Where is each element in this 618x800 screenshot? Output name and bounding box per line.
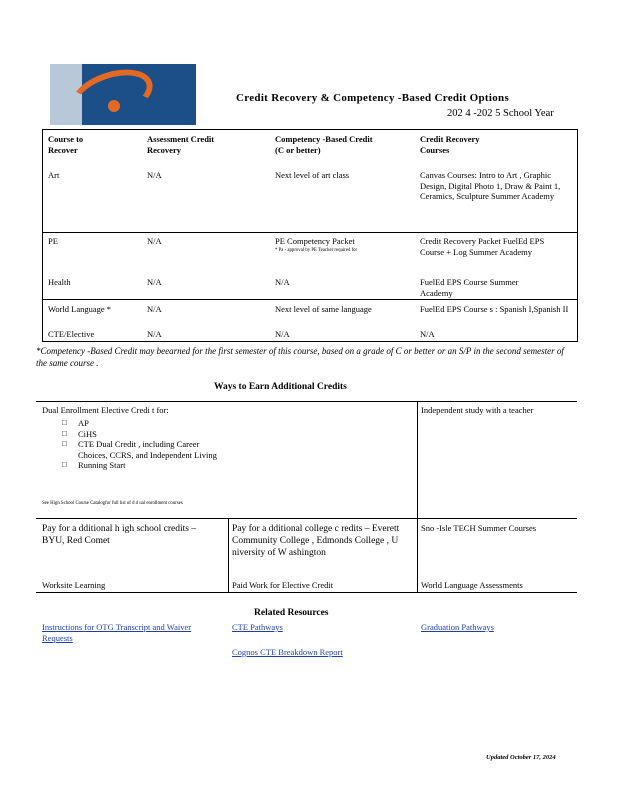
table-bottom-rule (42, 341, 578, 342)
resources-heading: Related Resources (254, 608, 329, 618)
row-art-course: Art (48, 170, 60, 180)
table-left-rule (42, 129, 43, 341)
cte-pathways-link[interactable]: CTE Pathways (232, 622, 283, 632)
dual-enrollment-note: See High School Course Catalogfor full list of d d ual enrollment courses (42, 501, 183, 506)
row-cte-competency: N/A (275, 329, 290, 339)
row-health-course: Health (48, 277, 71, 287)
row-art-assessment: N/A (147, 170, 162, 180)
row-cte-recovery: N/A (420, 329, 435, 339)
instructions-otg-link[interactable]: Instructions for OTG Transcript and Waiver Requests (42, 622, 192, 643)
row-cte-course: CTE/Elective (48, 329, 95, 339)
row-health-recovery: FuelEd EPS Course Summer Academy (420, 277, 519, 298)
row-world-language-assessment: N/A (147, 304, 162, 314)
list-item: □ CTE Dual Credit , including Career Choices, CCRS, and Independent Living (42, 439, 222, 460)
ways-rule (228, 518, 229, 592)
table-rule (42, 232, 578, 233)
world-language-assessments: World Language Assessments (421, 580, 523, 590)
row-art-competency: Next level of art class (275, 170, 350, 180)
logo-dot (108, 100, 120, 112)
pay-high-school-credits: Pay for a dditional h igh school credits – BYU, Red Comet (42, 524, 197, 546)
table-rule (42, 299, 578, 300)
school-year: 202 4 -202 5 School Year (447, 108, 554, 119)
updated-date: Updated October 17, 2024 (486, 754, 556, 761)
ways-rule (417, 401, 418, 592)
header-assessment: Assessment Credit Recovery (147, 134, 215, 155)
row-pe-course: PE (48, 236, 58, 246)
row-art-recovery: Canvas Courses: Intro to Art , Graphic Design, Digital Photo 1, Draw & Paint 1, Ceramics, Sculpture Summer Academy (420, 170, 561, 201)
header-recovery: Credit Recovery Courses (420, 134, 480, 155)
graduation-pathways-link[interactable]: Graduation Pathways (421, 622, 494, 632)
dual-enrollment-title: Dual Enrollment Elective Credi t for: (42, 405, 169, 415)
row-pe-assessment: N/A (147, 236, 162, 246)
row-health-assessment: N/A (147, 277, 162, 287)
ways-bottom-rule (36, 592, 577, 593)
table-right-rule (577, 129, 578, 341)
cognos-cte-report-link[interactable]: Cognos CTE Breakdown Report (232, 647, 343, 657)
list-item: □ CiHS (42, 429, 222, 440)
pay-college-credits: Pay for a dditional college c redits – Everett Community College , Edmonds College , U niversity of W ashington (232, 524, 400, 558)
dual-enrollment-list (42, 418, 222, 471)
row-world-language-course: World Language * (48, 304, 112, 314)
list-item: □ Running Start (42, 460, 222, 471)
ways-mid-rule (36, 518, 577, 519)
row-pe-competency: PE Competency Packet (275, 236, 355, 246)
paid-work-credit: Paid Work for Elective Credit (232, 580, 334, 590)
ways-heading: Ways to Earn Additional Credits (214, 382, 347, 392)
competency-footnote: *Competency -Based Credit may beearned for the first semester of this course, based on a grade of C or better or an S/P in the second semester of the same course . (36, 346, 564, 368)
independent-study: Independent study with a teacher (421, 405, 534, 415)
row-world-language-recovery: FuelEd EPS Course s : Spanish I,Spanish II (420, 304, 569, 314)
row-pe-competency-note: * Pa - approval by PE Teacher required for (275, 248, 358, 253)
header-competency: Competency -Based Credit (C or better) (275, 134, 373, 155)
list-item: □ AP (42, 418, 222, 429)
worksite-learning: Worksite Learning (42, 580, 106, 590)
page-title: Credit Recovery & Competency -Based Credit Options (236, 92, 510, 104)
table-top-rule (42, 129, 578, 130)
row-pe-recovery: Credit Recovery Packet FuelEd EPS Course + Log Summer Academy (420, 236, 545, 257)
sno-isle-tech-summer: Sno -Isle TECH Summer Courses (421, 523, 537, 533)
row-world-language-competency: Next level of same language (275, 304, 372, 314)
header-course: Course to Recover (48, 134, 84, 155)
district-logo (50, 64, 196, 125)
row-health-competency: N/A (275, 277, 290, 287)
ways-top-rule (36, 401, 577, 402)
row-cte-assessment: N/A (147, 329, 162, 339)
